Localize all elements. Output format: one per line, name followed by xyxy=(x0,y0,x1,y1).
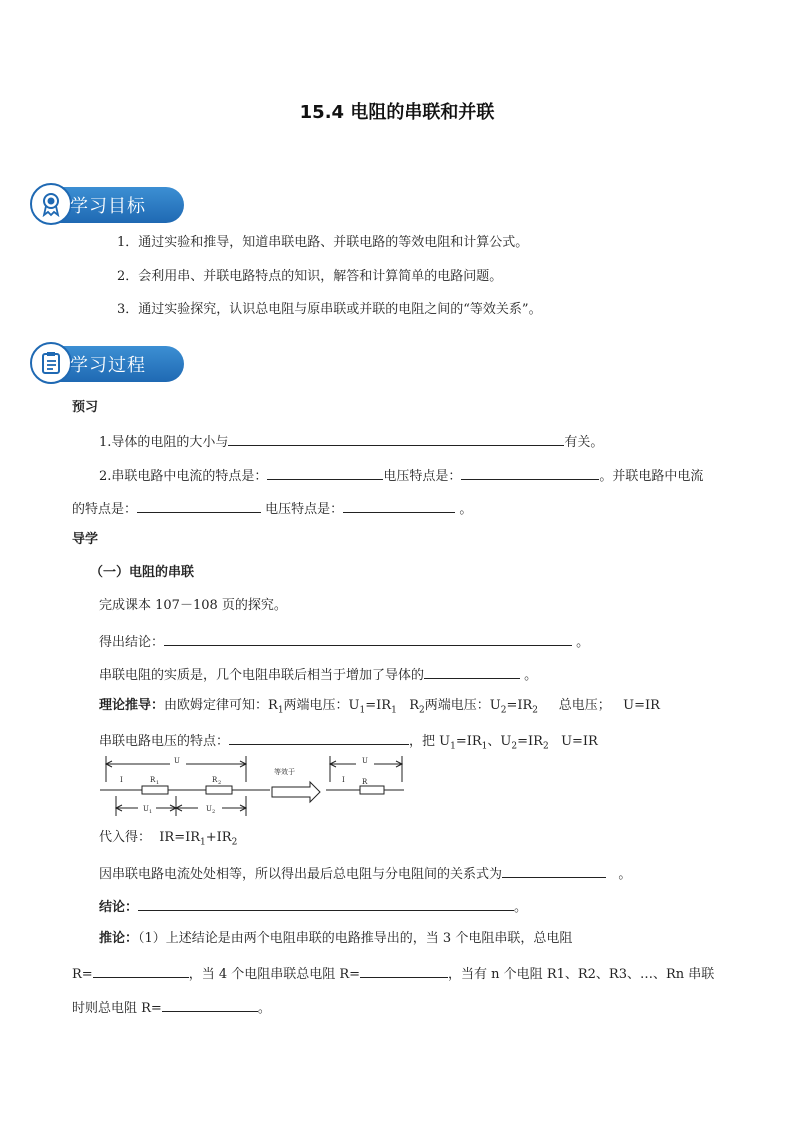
question-text: ，当 4 个电阻串联总电阻 R= xyxy=(188,967,361,982)
guide-line-9 xyxy=(99,930,572,948)
subsection-heading: （一）电阻的串联 xyxy=(90,565,195,580)
label-u2-sub: 2 xyxy=(212,809,216,815)
award-icon xyxy=(30,183,72,225)
label-r2: R xyxy=(212,776,218,784)
question-text: 2.串联电路中电流的特点是： xyxy=(99,469,268,484)
guide-line-4 xyxy=(99,697,660,720)
goal-item-2: 2．会利用串、并联电路特点的知识，解答和计算简单的电路问题。 xyxy=(117,269,503,284)
formula-text: =IR xyxy=(365,698,392,713)
answer-blank[interactable] xyxy=(162,997,258,1012)
question-text: 。 xyxy=(576,635,590,650)
subscript: 1 xyxy=(277,705,284,716)
formula-text: ，把 U xyxy=(409,734,451,749)
guide-line-11 xyxy=(72,997,271,1018)
question-text: 串联电路电压的特点： xyxy=(99,734,230,749)
question-text: 。 xyxy=(459,502,473,517)
question-text: 。 xyxy=(514,900,528,915)
goal-item-3: 3．通过实验探究，认识总电阻与原串联或并联的电阻之间的“等效关系”。 xyxy=(117,302,542,317)
label-i: I xyxy=(120,776,123,784)
formula-text: 、U xyxy=(487,734,512,749)
label-u2: U xyxy=(206,805,212,813)
question-text: 有关。 xyxy=(564,435,604,450)
preview-question-1 xyxy=(99,431,603,452)
question-text: 。并联电路中电流 xyxy=(599,469,704,484)
page-title: 15.4 电阻的串联和并联 xyxy=(299,102,495,123)
subscript: 1 xyxy=(481,741,488,752)
preview-question-2-cont xyxy=(72,498,472,519)
formula-text: 两端电压：U xyxy=(424,698,501,713)
preview-heading: 预习 xyxy=(72,400,99,415)
question-text: 。 xyxy=(618,867,632,882)
label-r-right: R xyxy=(362,778,368,786)
subscript: 1 xyxy=(450,741,456,752)
answer-blank[interactable] xyxy=(137,498,261,513)
subscript: 1 xyxy=(391,705,397,716)
bold-label: 理论推导： xyxy=(99,698,165,713)
formula-text: IR=IR xyxy=(159,830,201,845)
resistor-r2 xyxy=(206,786,232,794)
subscript: 1 xyxy=(200,837,206,848)
answer-blank[interactable] xyxy=(343,498,455,513)
question-text: 时则总电阻 R= xyxy=(72,1001,162,1016)
question-text: 电压特点是： xyxy=(383,469,462,484)
bold-label: 结论： xyxy=(99,900,139,915)
label-r2-sub: 2 xyxy=(218,780,222,786)
section-label-goals: 学习目标 xyxy=(70,196,146,217)
subscript: 2 xyxy=(511,741,518,752)
guide-line-10 xyxy=(72,963,714,984)
guide-line-2 xyxy=(99,631,589,652)
clipboard-icon xyxy=(30,342,72,384)
formula-text: U=IR xyxy=(623,698,660,713)
formula-text: 两端电压：U xyxy=(283,698,360,713)
guide-heading: 导学 xyxy=(72,532,99,547)
label-u1: U xyxy=(143,805,149,813)
label-u-right: U xyxy=(362,757,368,765)
answer-blank[interactable] xyxy=(461,465,599,480)
question-text: 代入得： xyxy=(99,830,152,845)
equivalence-arrow xyxy=(272,782,320,802)
answer-blank[interactable] xyxy=(164,631,572,646)
subscript: 2 xyxy=(500,705,507,716)
subscript: 2 xyxy=(231,837,238,848)
question-text: 得出结论： xyxy=(99,635,165,650)
resistor-r1 xyxy=(142,786,168,794)
formula-text: 总电压； xyxy=(558,698,611,713)
label-i-right: I xyxy=(342,776,345,784)
answer-blank[interactable] xyxy=(424,664,520,679)
guide-line-1: 完成课本 107－108 页的探究。 xyxy=(99,598,287,613)
formula-text: =IR xyxy=(517,734,543,749)
goal-item-1: 1．通过实验和推导，知道串联电路、并联电路的等效电阻和计算公式。 xyxy=(117,235,529,250)
question-text: 因串联电路电流处处相等，所以得出最后总电阻与分电阻间的关系式为 xyxy=(99,867,503,882)
label-equiv: 等效于 xyxy=(274,768,295,776)
preview-question-2 xyxy=(99,465,703,486)
guide-line-6 xyxy=(99,829,237,852)
guide-line-7 xyxy=(99,863,631,884)
answer-blank[interactable] xyxy=(360,963,448,978)
question-text: 1.导体的电阻的大小与 xyxy=(99,435,229,450)
question-text: 。 xyxy=(257,1001,271,1016)
answer-blank[interactable] xyxy=(229,730,409,745)
formula-text: 由欧姆定律可知：R xyxy=(164,698,278,713)
answer-blank[interactable] xyxy=(267,465,383,480)
label-r1: R xyxy=(150,776,156,784)
label-u1-sub: 1 xyxy=(149,809,153,815)
question-text: R= xyxy=(72,967,93,982)
label-r1-sub: 1 xyxy=(156,780,160,786)
answer-blank[interactable] xyxy=(138,896,514,911)
guide-line-8 xyxy=(99,896,527,917)
bold-label: 推论： xyxy=(99,931,139,946)
label-u: U xyxy=(174,757,180,765)
formula-text: =IR xyxy=(506,698,533,713)
resistor-r xyxy=(360,786,384,794)
question-text: 的特点是： xyxy=(72,502,138,517)
answer-blank[interactable] xyxy=(502,863,606,878)
series-circuit-diagram xyxy=(98,752,408,824)
question-text: 串联电阻的实质是，几个电阻串联后相当于增加了导体的 xyxy=(99,668,425,683)
question-text: （1）上述结论是由两个电阻串联的电路推导出的，当 3 个电阻串联，总电阻 xyxy=(138,931,573,946)
question-text: 电压特点是： xyxy=(265,502,344,517)
guide-line-3 xyxy=(99,664,537,685)
formula-text: U=IR xyxy=(561,734,598,749)
formula-text: R xyxy=(409,698,420,713)
subscript: 1 xyxy=(359,705,366,716)
question-text: 。 xyxy=(524,668,538,683)
subscript: 2 xyxy=(532,705,539,716)
formula-text: +IR xyxy=(205,830,232,845)
section-label-process: 学习过程 xyxy=(70,355,146,376)
subscript: 2 xyxy=(542,741,549,752)
answer-blank[interactable] xyxy=(228,431,564,446)
formula-text: =IR xyxy=(455,734,482,749)
subscript: 2 xyxy=(419,705,425,716)
answer-blank[interactable] xyxy=(93,963,189,978)
question-text: ，当有 n 个电阻 R1、R2、R3、…、Rn 串联 xyxy=(448,967,715,982)
